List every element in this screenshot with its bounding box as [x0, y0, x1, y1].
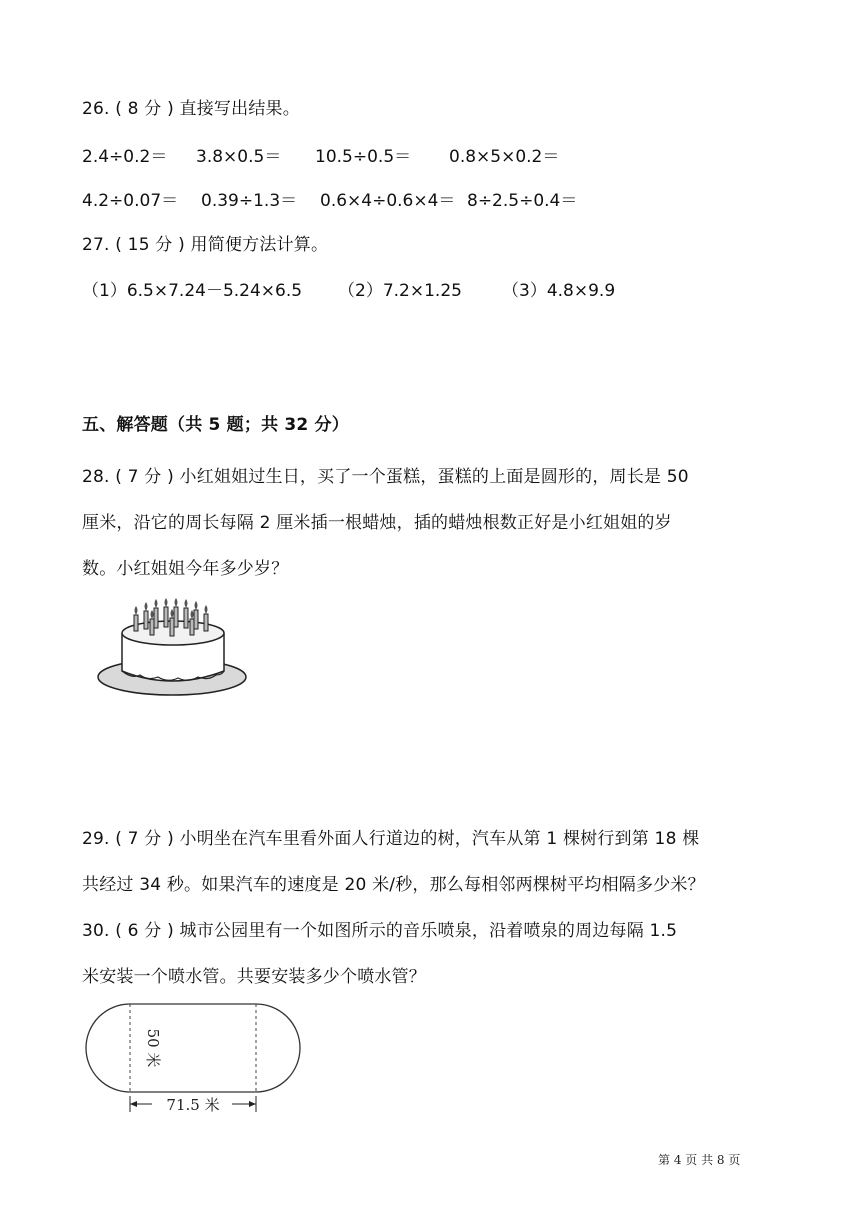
q28-line-3: 数。小红姐姐今年多少岁？	[82, 559, 289, 579]
q26-expr: 10.5÷0.5＝	[315, 147, 412, 167]
fountain-diagram	[82, 1000, 312, 1120]
q28-line-1: 28. ( 7 分 ) 小红姐姐过生日，买了一个蛋糕，蛋糕的上面是圆形的，周长是 50	[82, 467, 689, 487]
q30-line-2: 米安装一个喷水管。共要安装多少个喷水管？	[82, 967, 426, 987]
q26-expr: 0.6×4÷0.6×4＝	[320, 191, 456, 211]
q26-expr: 0.39÷1.3＝	[201, 191, 298, 211]
q26-expr: 4.2÷0.07＝	[82, 191, 179, 211]
q26-title: 26. ( 8 分 ) 直接写出结果。	[82, 99, 300, 119]
q30-line-1: 30. ( 6 分 ) 城市公园里有一个如图所示的音乐喷泉，沿着喷泉的周边每隔 1.5	[82, 921, 678, 941]
q28-line-2: 厘米，沿它的周长每隔 2 厘米插一根蜡烛，插的蜡烛根数正好是小红姐姐的岁	[82, 513, 672, 533]
cake-illustration	[92, 595, 252, 705]
q27-item: （3）4.8×9.9	[502, 281, 616, 301]
q26-expr: 8÷2.5÷0.4＝	[467, 191, 578, 211]
q26-expr: 0.8×5×0.2＝	[449, 147, 560, 167]
section-heading: 五、解答题（共 5 题；共 32 分）	[82, 415, 349, 435]
q26-expr: 3.8×0.5＝	[196, 147, 282, 167]
q29-line-1: 29. ( 7 分 ) 小明坐在汽车里看外面人行道边的树，汽车从第 1 棵树行到第 18 棵	[82, 829, 700, 849]
q27-item: （1）6.5×7.24－5.24×6.5	[82, 281, 303, 301]
fountain-length-label: 71.5 米	[166, 1096, 220, 1114]
q26-expr: 2.4÷0.2＝	[82, 147, 168, 167]
page-number: 第 4 页 共 8 页	[658, 1153, 741, 1167]
q27-title: 27. ( 15 分 ) 用简便方法计算。	[82, 235, 329, 255]
q27-item: （2）7.2×1.25	[338, 281, 462, 301]
fountain-height-label: 50 米	[144, 1028, 162, 1068]
q29-line-2: 共经过 34 秒。如果汽车的速度是 20 米/秒，那么每相邻两棵树平均相隔多少米？	[82, 875, 705, 895]
